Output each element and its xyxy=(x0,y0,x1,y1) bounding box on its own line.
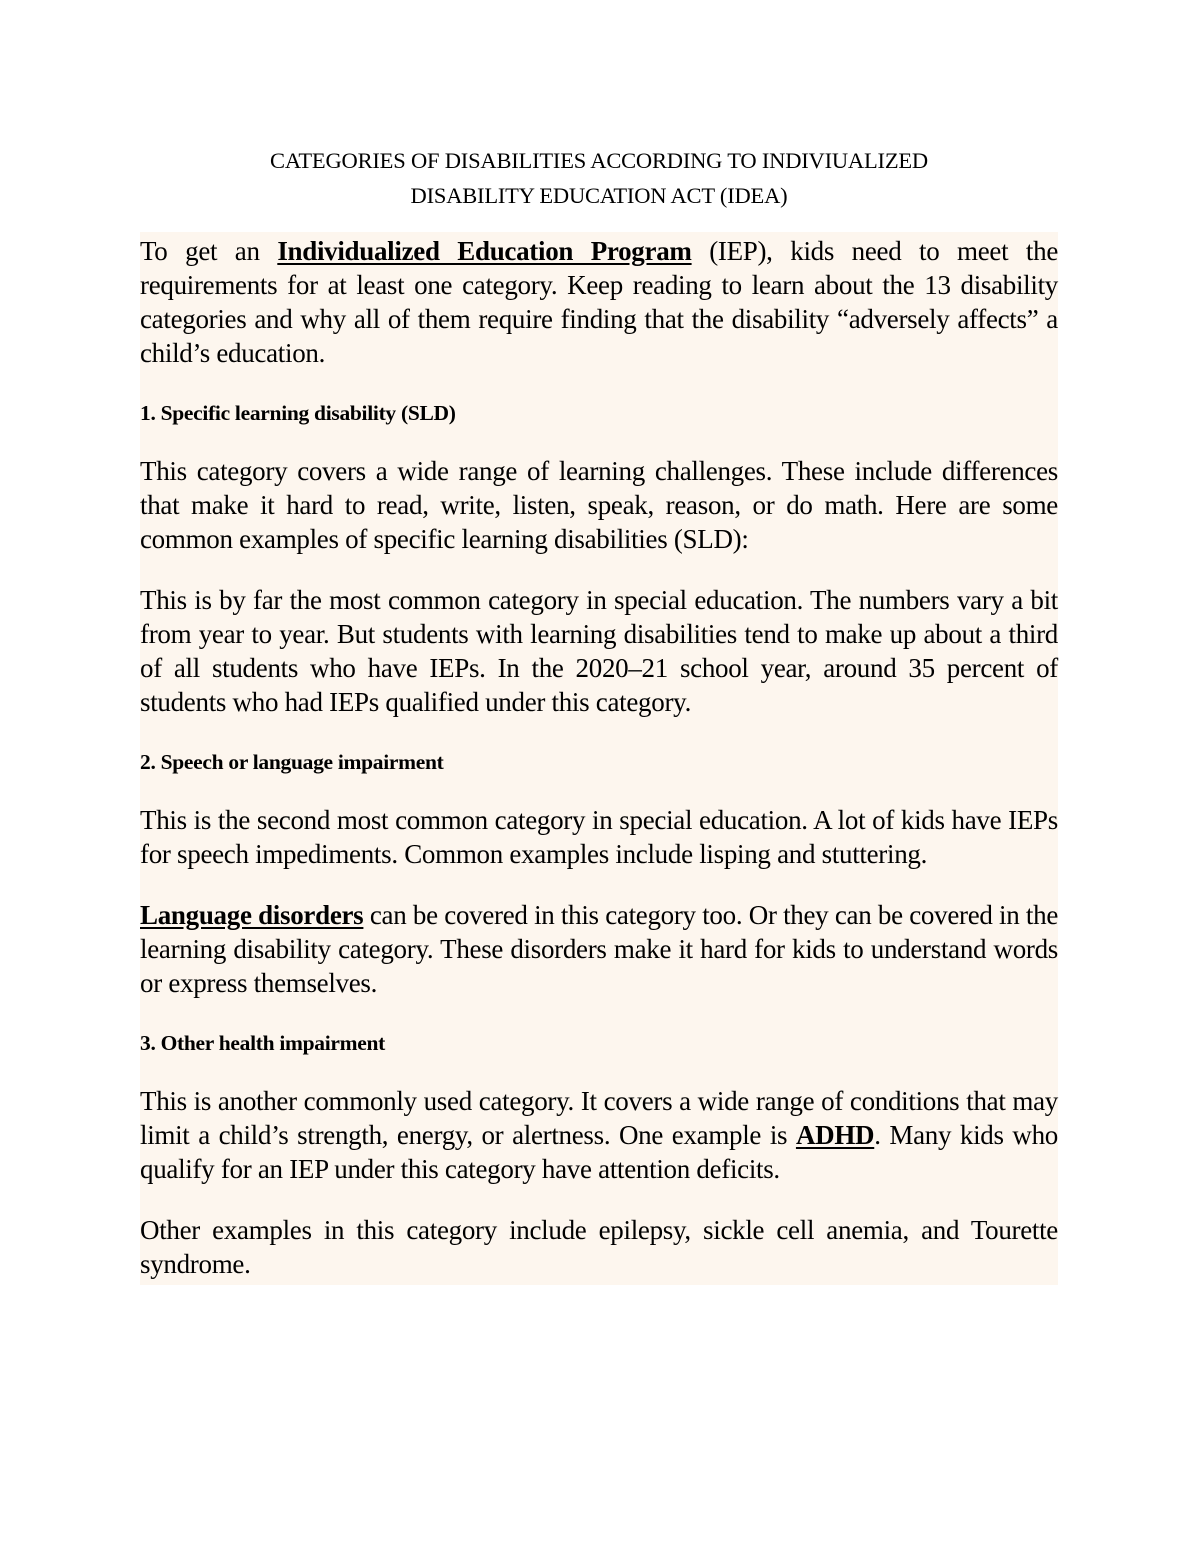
other-health-prefix: This is another commonly used category. It covers a wide range of conditions that may limit a child’s strength, energy, or alertness. One example is xyxy=(140,1086,1058,1150)
section-heading-sld: 1. Specific learning disability (SLD) xyxy=(140,401,456,425)
other-health-paragraph-1 xyxy=(140,1084,1058,1186)
intro-prefix: To get an xyxy=(140,236,278,266)
sld-paragraph-1: This category covers a wide range of learning challenges. These include differences that make it hard to read, write, listen, speak, reason, or do math. Here are some common examples of specific learning disabilities (SLD): xyxy=(140,456,1058,554)
section-heading-speech: 2. Speech or language impairment xyxy=(140,750,444,774)
document-title xyxy=(140,143,1058,213)
adhd-link[interactable]: ADHD xyxy=(795,1120,875,1150)
highlighted-content xyxy=(140,232,1058,1285)
intro-suffix: (IEP), kids need to meet the requirements for at least one category. Keep reading to learn about the 13 disability categories and why all of them require finding that the disability “adversely affects” a child’s education. xyxy=(140,236,1059,368)
title-line-1: CATEGORIES OF DISABILITIES ACCORDING TO INDIVIUALIZED xyxy=(270,148,928,173)
section-heading-other-health: 3. Other health impairment xyxy=(140,1031,386,1055)
other-health-suffix: . Many kids who qualify for an IEP under this category have attention deficits. xyxy=(140,1120,1058,1184)
intro-paragraph xyxy=(140,234,1058,370)
speech-paragraph-1: This is the second most common category in special education. A lot of kids have IEPs for speech impediments. Common examples include lisping and stuttering. xyxy=(140,805,1058,869)
other-health-paragraph-2: Other examples in this category include epilepsy, sickle cell anemia, and Tourette syndrome. xyxy=(140,1215,1058,1279)
title-line-2: DISABILITY EDUCATION ACT (IDEA) xyxy=(410,183,788,208)
sld-paragraph-2: This is by far the most common category in special education. The numbers vary a bit from year to year. But students with learning disabilities tend to make up about a third of all students who have IEPs. In the 2020–21 school year, around 35 percent of students who had IEPs qualified under this category. xyxy=(140,585,1058,717)
language-disorders-link[interactable]: Language disorders xyxy=(140,900,364,930)
speech-paragraph-2-text: can be covered in this category too. Or they can be covered in the learning disability category. These disorders make it hard for kids to understand words or express themselves. xyxy=(140,900,1058,998)
iep-link[interactable]: Individualized Education Program xyxy=(277,236,692,266)
speech-paragraph-2 xyxy=(140,898,1058,1000)
